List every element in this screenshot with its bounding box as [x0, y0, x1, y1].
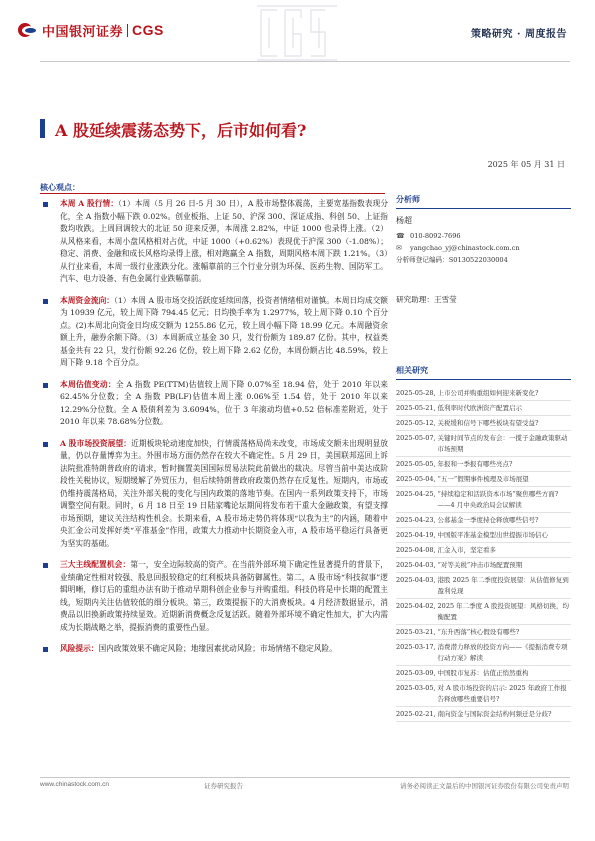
related-research-date: 2025-04-25,: [396, 489, 436, 498]
paragraph-weekly-market: [40, 198, 388, 286]
related-research-title[interactable]: “持续稳定和活跃资本市场”聚焦哪些方面? ——4 月中央政治局会议解读: [437, 489, 559, 509]
related-research-date: 2025-05-04,: [396, 474, 436, 483]
related-research-item[interactable]: [396, 513, 571, 528]
paragraph-lead: 三大主线配置机会：: [60, 560, 131, 569]
related-research-title[interactable]: 上市公司并购重组如何迎来新变化?: [437, 388, 539, 397]
related-research-date: 2025-04-08,: [396, 545, 436, 554]
related-research-item[interactable]: [396, 431, 571, 457]
paragraph-text: 全 A 指数 PE(TTM)估值较上周下降 0.07%至 18.94 倍，处于 2010 年以来 62.45%分位数；全 A 指数 PB(LF)估值本周上涨 0.06%至 1.54 倍，处于 2010 年以来 12.29%分位数。全 A 股债利差为 3.6094%，位于 3 年滚动均值+0.52 倍标准差附近，处于 2010 年以来 78.68%分位数。: [60, 379, 388, 426]
related-research-date: 2025-03-21,: [396, 627, 436, 636]
paragraph-risk: [40, 643, 388, 656]
related-research-title[interactable]: 中国股市复苏：估值正悄然重构: [437, 668, 529, 677]
related-research-item[interactable]: [396, 558, 571, 573]
phone-icon: ☎: [396, 232, 405, 240]
report-title: A 股延续震荡态势下，后市如何看?: [55, 121, 307, 140]
related-research-item[interactable]: [396, 543, 571, 558]
paragraph-allocation: [40, 559, 388, 634]
logo-english-name: CGS: [132, 22, 164, 38]
mail-icon: ✉: [396, 244, 402, 252]
related-research-heading: 相关研究: [396, 365, 571, 380]
related-research-title[interactable]: 港股 2025 年二季度投资展望：从估值修复到盈利兑现: [437, 575, 569, 595]
related-research-date: 2025-03-09,: [396, 668, 436, 677]
related-research-date: 2025-04-03,: [396, 575, 436, 584]
footer-report-label: 证券研究报告: [204, 782, 243, 790]
footer-disclaimer: 请务必阅读正文最后的中国银河证券股份有限公司免责声明: [400, 782, 569, 790]
analyst-registration: [396, 254, 571, 266]
related-research-title[interactable]: 消费潜力释放的投资方向——《提振消费专项行动方案》解读: [437, 642, 568, 662]
square-bullet-icon: [43, 563, 48, 568]
paragraph-lead: 本周估值变动：: [60, 379, 116, 389]
paragraph-lead: 本周 A 股行情：: [60, 199, 119, 208]
paragraph-text: 第一，安全边际较高的资产。在当前外部环境下确定性显著提升的背景下，业绩确定性相对较强、股息回报较稳定的红利板块具备防御属性。第二，A 股市场“科技叙事”逻辑明晰，修订后的重组办法有助于推动早期科创企业参与并购重组。科技仍将是中长期的配置主线，短期内关注估值较低的细分板块。第三，政策提振下的大消费板块。4 月经济数据显示，消费品以旧换新政策持续显效。近期新消费概念反复活跃。随着外部环境不确定性加大，扩大内需成为长期战略之举，提振消费的重要性凸显。: [60, 560, 388, 632]
related-research-item[interactable]: [396, 401, 571, 416]
research-assistant: 研究助理：王雪莹: [396, 295, 457, 304]
paragraph-text: 国内政策效果不确定风险；地缘因素扰动风险；市场情绪不稳定风险。: [98, 644, 337, 653]
related-research-date: 2025-04-02,: [396, 601, 436, 610]
paragraph-lead: A 股市场投资展望：: [60, 438, 132, 448]
analyst-phone: [396, 230, 571, 242]
analyst-phone-number: 010-8092-7696: [410, 232, 461, 240]
related-research-date: 2025-05-12,: [396, 418, 436, 427]
related-research-title[interactable]: “东升西落”核心假设有哪些?: [437, 627, 520, 636]
related-research-title[interactable]: 关键时间节点的发布会：一揽子金融政策驱动市场预期: [437, 433, 568, 453]
related-research-item[interactable]: [396, 625, 571, 640]
related-research-date: 2025-02-21,: [396, 709, 436, 718]
logo-separator: [127, 24, 128, 37]
related-research-title[interactable]: 南向资金与国际资金结构何频迁是分歧?: [437, 709, 552, 718]
paragraph-lead: 风险提示：: [60, 644, 99, 653]
related-research-title[interactable]: 年报和一季报有哪些亮点?: [437, 459, 513, 468]
related-research-item[interactable]: [396, 707, 571, 722]
analyst-heading: 分析师: [396, 194, 571, 209]
related-research-title[interactable]: 中国版平准基金模型出世提振市场信心: [437, 530, 549, 539]
company-logo: [18, 21, 164, 39]
related-research-title[interactable]: “五一”假期事件梳理及市场展望: [437, 474, 529, 483]
related-research-date: 2025-04-23,: [396, 515, 436, 524]
paragraph-lead: 本周资金流向：: [60, 295, 115, 305]
related-research-item[interactable]: [396, 666, 571, 681]
related-research-title[interactable]: 对 A 股市场投资的启示: 2025 年政府工作报告释放哪些重要信号?: [437, 683, 567, 703]
logo-chinese-name: 中国银河证券: [42, 24, 124, 40]
related-research-date: 2025-05-07,: [396, 433, 436, 442]
related-research-item[interactable]: [396, 472, 571, 487]
page-header: [0, 0, 595, 62]
core-viewpoints-body: [40, 198, 388, 656]
related-research-date: 2025-04-19,: [396, 530, 436, 539]
report-type-label: 策略研究 · 周度报告: [471, 29, 567, 40]
related-research-item[interactable]: [396, 386, 571, 401]
paragraph-text: （1）本周 A 股市场交投活跃度延续回落，投资者情绪相对谨慎。本周日均成交额为 10939 亿元，较上周下降 794.45 亿元；日均换手率为 1.2977%，较上周下降 0.10 个百分点。(2)本周北向资金日均成交额为 1255.86 亿元，较上周小幅下降 18.99 亿元。本周融资余额上升，融券余额下降。（3）本周新成立基金 30 只，发行份额为 189.87 亿份。其中，权益类基金共有 22 只，发行份额 92.26 亿份，较上周下降 2.62 亿份，本周份额占比 48.59%，较上周下降 9.18 个百分点。: [60, 295, 388, 367]
analyst-registration-label: 分析师登记编码：: [396, 256, 449, 264]
related-research-date: 2025-03-05,: [396, 683, 436, 692]
related-research-item[interactable]: [396, 487, 571, 513]
title-accent-bar: [40, 119, 45, 138]
footer-divider: [40, 777, 570, 778]
related-research-date: 2025-05-28,: [396, 388, 436, 397]
square-bullet-icon: [43, 383, 48, 388]
core-viewpoints-heading: 核心观点：: [40, 182, 80, 192]
analyst-name: 杨超: [396, 216, 412, 225]
related-research-date: 2025-04-03,: [396, 560, 436, 569]
paragraph-fund-flow: [40, 295, 388, 370]
square-bullet-icon: [43, 647, 48, 652]
related-research-item[interactable]: [396, 416, 571, 431]
related-research-item[interactable]: [396, 640, 571, 666]
paragraph-valuation: [40, 379, 388, 429]
paragraph-outlook: [40, 438, 388, 551]
paragraph-text: （1）本周（5 月 26 日-5 月 30 日），A 股市场整体震荡，主要宽基指数表现分化，全 A 指数小幅下跌 0.02%。创业板指、上证 50、沪深 300、深证成指、科创 50、上证指数均收跌。上周回调较大的北证 50 迎来反弹，本周涨 2.82%，中证 1000 也录得上涨。（2）从风格来看，本周小盘风格相对占优，中证 1000（+0.62%）表现优于沪深 300（-1.08%）；稳定、消费、金融和成长风格均录得上涨，相对跑赢全 A 指数，周期风格本周下跌 1.21%。（3）从行业来看，本周一级行业涨跌分化。涨幅靠前的三个行业分别为环保、医药生物、国防军工。汽车、电力设备、有色金属行业跌幅靠前。: [60, 199, 389, 283]
related-research-panel: [396, 365, 571, 722]
analyst-email: [396, 242, 571, 254]
core-viewpoints-divider: [40, 193, 385, 194]
related-research-title[interactable]: 关税缓和信号下哪些板块有望受益?: [437, 418, 539, 427]
cgs-watermark-icon: [255, 2, 339, 64]
analyst-registration-code: S0130522030004: [448, 256, 508, 264]
related-research-title[interactable]: 低利率时代欧洲资产配置启示: [437, 403, 523, 412]
square-bullet-icon: [43, 202, 48, 207]
related-research-date: 2025-05-21,: [396, 403, 436, 412]
company-logo-mark-icon: [18, 22, 38, 38]
related-research-title[interactable]: 2025 年二季度 A 股投资展望：风格切换，均衡配置: [437, 601, 569, 621]
footer-website[interactable]: www.chinastock.com.cn: [40, 781, 109, 788]
analyst-email-address[interactable]: yangchao_yj@chinastock.com.cn: [410, 244, 520, 252]
related-research-title[interactable]: “对等关税”冲击市场配置预期: [437, 560, 523, 569]
square-bullet-icon: [43, 442, 48, 447]
related-research-date: 2025-05-05,: [396, 459, 436, 468]
related-research-item[interactable]: [396, 573, 571, 599]
report-date: 2025 年 05 月 31 日: [487, 160, 565, 169]
related-research-item[interactable]: [396, 599, 571, 625]
paragraph-text: 近期板块轮动速度加快，行情震荡格局尚未改变，市场成交额未出现明显放量，仍以存量博弈为主。外围市场方面仍然存在较大不确定性。5 月 29 日，美国联邦巡回上诉法院批准特朗普政府的请求，暂时搁置美国国际贸易法院此前做出的裁决。尽管当前中美达成阶段性关税协议，短期缓解了外贸压力，但后续特朗普政府政策仍然存在反复性。短期内，市场或仍维持震荡格局，关注外部关税的变化与国内政策的落地节奏。在国内一系列政策支持下，市场调整空间有限。同时，6 月 18 日至 19 日陆家嘴论坛期间将发布若干重大金融政策，有望支撑市场预期，建议关注结构性机会。长期来看，A 股市场走势仍将体现“以我为主”的内涵，随着中央汇金公司发挥好类“平准基金”作用，政策大力推动中长期资金入市，A 股市场平稳运行具备更为坚实的基础。: [60, 438, 388, 548]
related-research-list: [396, 386, 571, 722]
related-research-title[interactable]: 汇金入市，坚定看多: [437, 545, 497, 554]
related-research-item[interactable]: [396, 457, 571, 472]
analyst-panel: [396, 194, 571, 305]
related-research-item[interactable]: [396, 528, 571, 543]
square-bullet-icon: [43, 299, 48, 304]
header-divider: [40, 61, 570, 62]
related-research-date: 2025-03-17,: [396, 642, 436, 651]
related-research-item[interactable]: [396, 681, 571, 707]
related-research-title[interactable]: 公募基金一季度持仓释放哪些信号?: [437, 515, 539, 524]
